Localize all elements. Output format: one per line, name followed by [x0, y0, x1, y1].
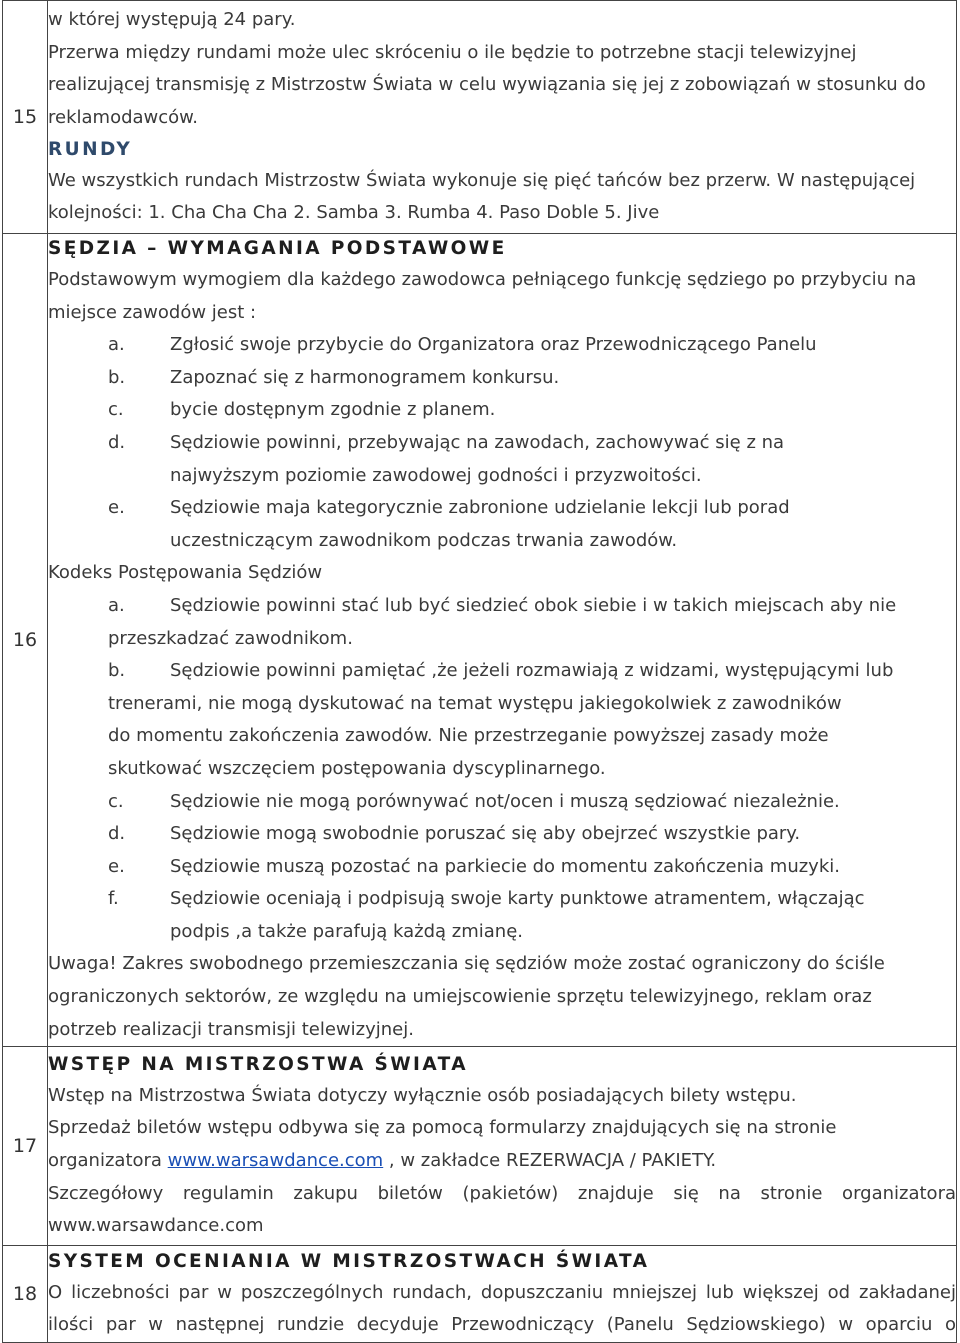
table-row: [3, 1047, 957, 1246]
list-item: d. Sędziowie powinni, przebywając na zawodach, zachowywać się z na najwyższym poziomie zawodowej godności i przyzwoitości.: [108, 431, 785, 486]
paragraph-line: Podstawowym wymogiem dla każdego zawodowca pełniącego funkcję sędziego po przybyciu na: [48, 269, 917, 290]
list-item: a. Zgłosić swoje przybycie do Organizatora oraz Przewodniczącego Panelu: [108, 334, 817, 356]
paragraph-line: reklamodawców.: [48, 107, 198, 128]
paragraph-line: We wszystkich rundach Mistrzostw Świata wykonuje się pięć tańców bez przerw. W następującej: [48, 169, 916, 191]
paragraph-line: www.warsawdance.com: [48, 1215, 264, 1237]
list-item: c. bycie dostępnym zgodnie z planem.: [108, 399, 496, 421]
list-item: e. Sędziowie maja kategorycznie zabronione udzielanie lekcji lub porad uczestniczącym zawodnikom podczas trwania zawodów.: [108, 497, 790, 551]
paragraph-line: Wstęp na Mistrzostwa Świata dotyczy wyłącznie osób posiadających bilety wstępu.: [48, 1084, 797, 1106]
list-item: e. Sędziowie muszą pozostać na parkiecie do momentu zakończenia muzyki.: [108, 855, 840, 877]
table-row: [3, 1246, 957, 1343]
section-content: [48, 1, 957, 234]
paragraph-line: miejsce zawodów jest :: [48, 301, 257, 323]
paragraph-line: ilości par w następnej rundzie decyduje Przewodniczący (Panelu Sędziowskiego) w oparciu o: [48, 1314, 956, 1336]
list-item: d. Sędziowie mogą swobodnie poruszać się aby obejrzeć wszystkie pary.: [108, 823, 801, 845]
note-line: ograniczonych sektorów, ze względu na umiejscowienie sprzętu telewizyjnego, reklam oraz: [48, 986, 872, 1008]
paragraph: w której występują 24 pary.: [48, 9, 296, 31]
paragraph-line: O liczebności par w poszczególnych rundach, dopuszczaniu mniejszej lub większej od zakładanej: [48, 1281, 956, 1303]
paragraph-line: realizującej transmisję z Mistrzostw Świata w celu wywiązania się jej z zobowiązań w stosunku do: [48, 74, 926, 96]
section-heading: SYSTEM OCENIANIA W MISTRZOSTWACH ŚWIATA: [48, 1250, 650, 1272]
section-number: 16: [3, 234, 48, 1047]
section-content: [48, 1246, 957, 1343]
section-heading: SĘDZIA – WYMAGANIA PODSTAWOWE: [48, 238, 507, 259]
paragraph-line: organizatora www.warsawdance.com , w zakładce REZERWACJA / PAKIETY.: [48, 1149, 717, 1171]
section-heading: WSTĘP NA MISTRZOSTWA ŚWIATA: [48, 1053, 468, 1075]
regulations-table: [2, 0, 957, 1343]
section-number: 15: [3, 1, 48, 234]
section-content: [48, 234, 957, 1047]
list-item: c. Sędziowie nie mogą porównywać not/ocen i muszą sędziować niezależnie.: [108, 790, 840, 812]
list-item: a. Sędziowie powinni stać lub być siedzieć obok siebie i w takich miejscach aby nie przeszkadzać zawodnikom.: [108, 594, 897, 649]
list-item: f. Sędziowie oceniają i podpisują swoje karty punktowe atramentem, włączając podpis ,a także parafują każdą zmianę.: [108, 888, 865, 942]
paragraph-line: Sprzedaż biletów wstępu odbywa się za pomocą formularzy znajdujących się na stronie: [48, 1117, 837, 1139]
section-number: 18: [3, 1246, 48, 1343]
note-line: Uwaga! Zakres swobodnego przemieszczania się sędziów może zostać ograniczony do ściśle: [48, 953, 885, 975]
table-row: [3, 234, 957, 1047]
section-number: 17: [3, 1047, 48, 1246]
table-row: [3, 1, 957, 234]
section-heading: RUNDY: [48, 138, 133, 160]
paragraph-line: Przerwa między rundami może ulec skróceniu o ile będzie to potrzebne stacji telewizyjnej: [48, 41, 857, 63]
list-item: b. Zapoznać się z harmonogramem konkursu.: [108, 366, 560, 388]
subheading: Kodeks Postępowania Sędziów: [48, 562, 323, 584]
list-item: b. Sędziowie powinni pamiętać ,że jeżeli rozmawiają z widzami, występującymi lub trenerami, nie mogą dyskutować na temat występu jakiegokolwiek z zawodników do momentu zakończenia zawodów. Nie przestrzeganie powyższej zasady może skutkować wszczęciem postępowania dyscyplinarnego.: [108, 660, 894, 779]
note-line: potrzeb realizacji transmisji telewizyjnej.: [48, 1018, 414, 1040]
paragraph-line: Szczegółowy regulamin zakupu biletów (pakietów) znajduje się na stronie organizatora: [48, 1182, 956, 1204]
organizer-website-link[interactable]: www.warsawdance.com: [167, 1149, 384, 1171]
paragraph-line: kolejności: 1. Cha Cha Cha 2. Samba 3. Rumba 4. Paso Doble 5. Jive: [48, 202, 660, 224]
section-content: [48, 1047, 957, 1246]
